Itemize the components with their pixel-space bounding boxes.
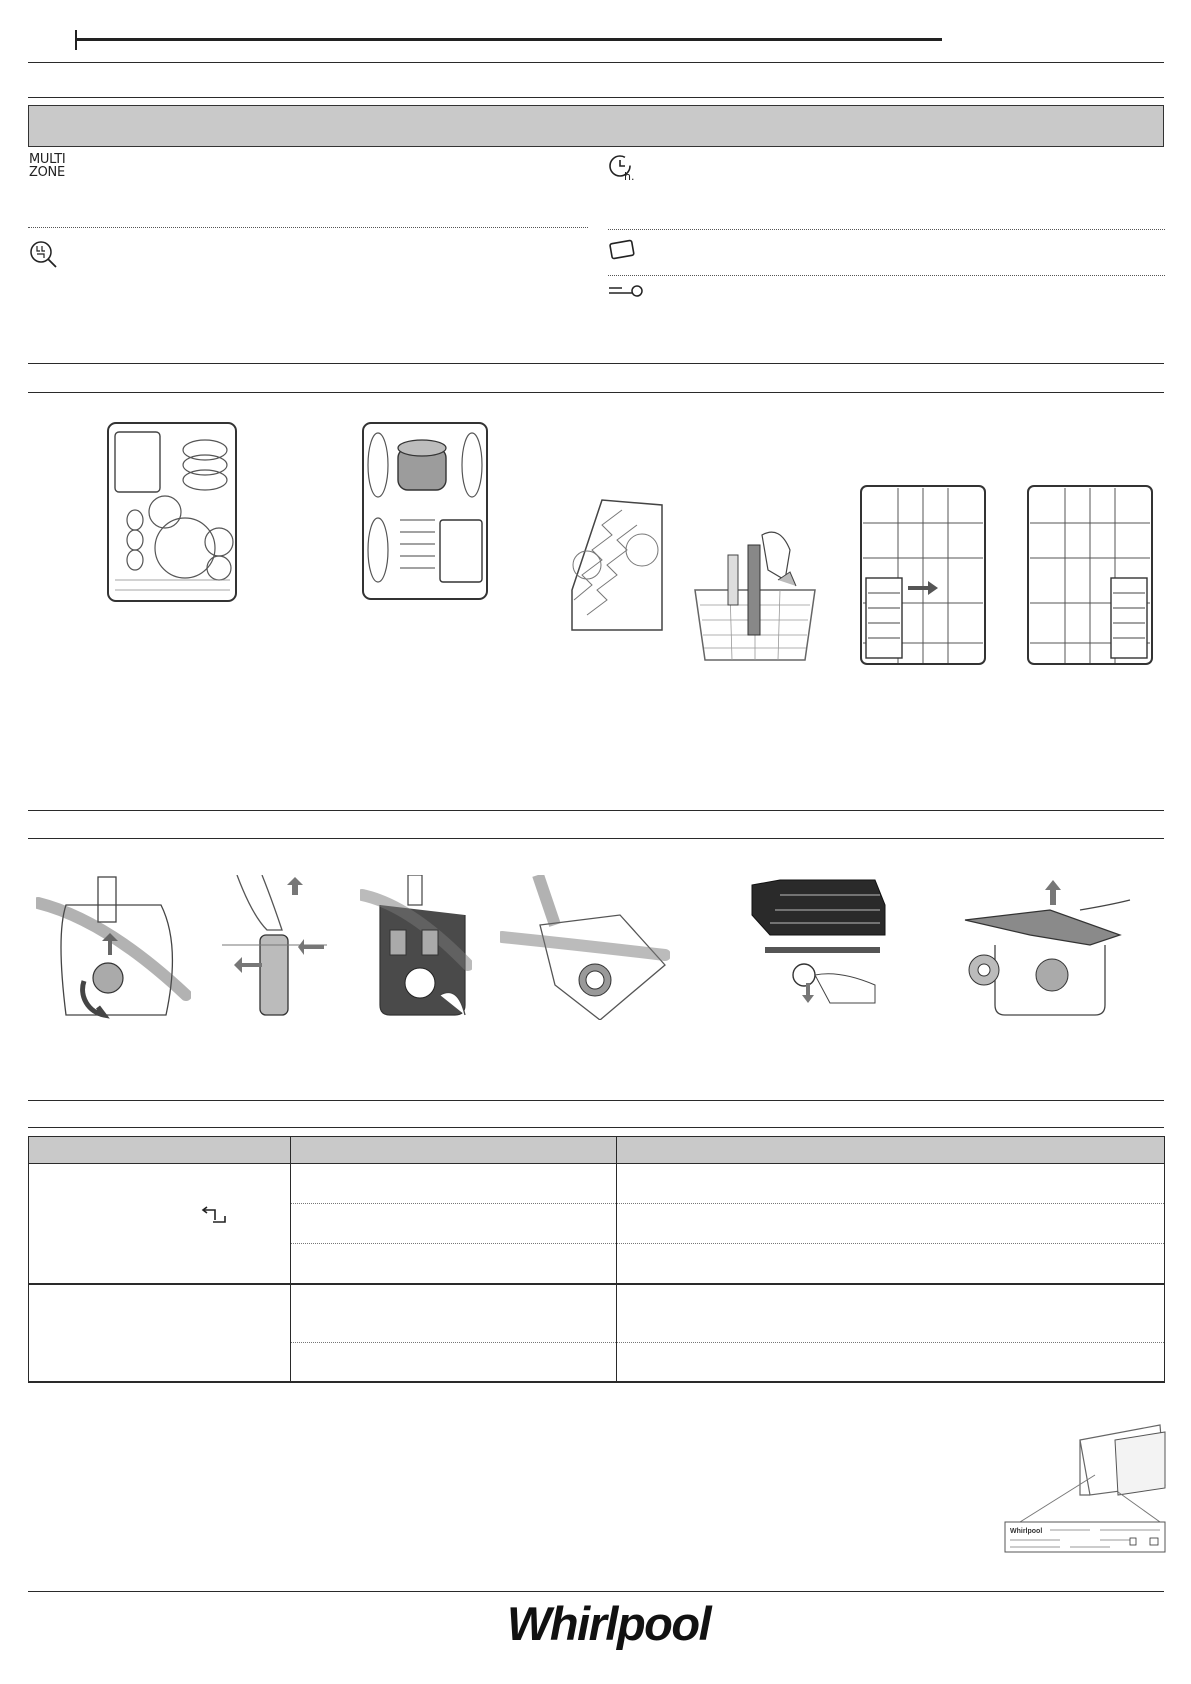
filter-insert-illustration (360, 875, 472, 1020)
section-divider (28, 838, 1164, 839)
feature-separator (28, 227, 588, 228)
filter-lock-illustration (500, 875, 670, 1020)
table-header-solution (617, 1137, 1165, 1164)
key-lock-icon (608, 284, 644, 298)
solution-cell (617, 1164, 1165, 1285)
upper-spray-arm-removal-illustration (750, 875, 890, 1020)
section-divider (28, 97, 1164, 98)
section-divider (28, 62, 1164, 63)
rating-plate-illustration (1000, 1420, 1170, 1555)
table-row (29, 1284, 1165, 1382)
table-header-problem (29, 1137, 291, 1164)
whirlpool-logo: Whirlpool (507, 1597, 711, 1650)
table-row (29, 1164, 1165, 1285)
section-band (28, 105, 1164, 147)
delay-hours-label: h. (624, 170, 635, 183)
section-divider (28, 1100, 1164, 1101)
cause-item (291, 1204, 617, 1244)
lower-rack-loaded-illustration (105, 420, 240, 605)
cause-item (291, 1244, 617, 1283)
section-divider (28, 363, 1164, 364)
solution-item (617, 1285, 1164, 1343)
solution-item (617, 1164, 1164, 1204)
problem-cell (29, 1164, 291, 1285)
top-rule-line (75, 38, 942, 41)
rack-slide-left-illustration (1025, 483, 1155, 668)
rating-plate-brand: Whirlpool (1010, 1528, 1043, 1535)
multizone-icon (29, 153, 65, 179)
cause-item (291, 1343, 617, 1381)
table-header-cause (290, 1137, 617, 1164)
section-divider (28, 392, 1164, 393)
feature-separator (608, 229, 1165, 230)
multizone-label-line2: ZONE (29, 165, 65, 180)
table-header-row (29, 1137, 1165, 1164)
cause-cell (290, 1164, 617, 1285)
footer-divider (28, 1591, 1164, 1592)
lower-spray-arm-removal-illustration (960, 875, 1135, 1020)
spray-arm-unscrew-illustration (36, 875, 191, 1020)
delay-start-hours-icon (608, 154, 638, 182)
filter-removal-illustration (222, 875, 327, 1020)
solution-item (617, 1244, 1164, 1283)
upper-rack-loaded-illustration (360, 420, 490, 602)
multizone-label-line1: MULTI (29, 152, 66, 167)
cutlery-basket-illustration (690, 520, 820, 665)
section-divider (28, 810, 1164, 811)
sensor-search-icon (29, 240, 59, 270)
troubleshooting-table (28, 1136, 1165, 1383)
problem-cell (29, 1284, 291, 1382)
tablet-icon (608, 238, 638, 262)
solution-item (617, 1204, 1164, 1244)
solution-item (617, 1343, 1164, 1381)
feature-separator (608, 275, 1165, 276)
cause-item (291, 1164, 617, 1204)
section-divider (28, 1127, 1164, 1128)
cause-item (291, 1285, 617, 1343)
solution-cell (617, 1284, 1165, 1382)
water-tap-icon (201, 1206, 229, 1231)
rack-slide-right-illustration (858, 483, 988, 668)
fold-down-tines-illustration (562, 490, 667, 640)
cause-cell (290, 1284, 617, 1382)
